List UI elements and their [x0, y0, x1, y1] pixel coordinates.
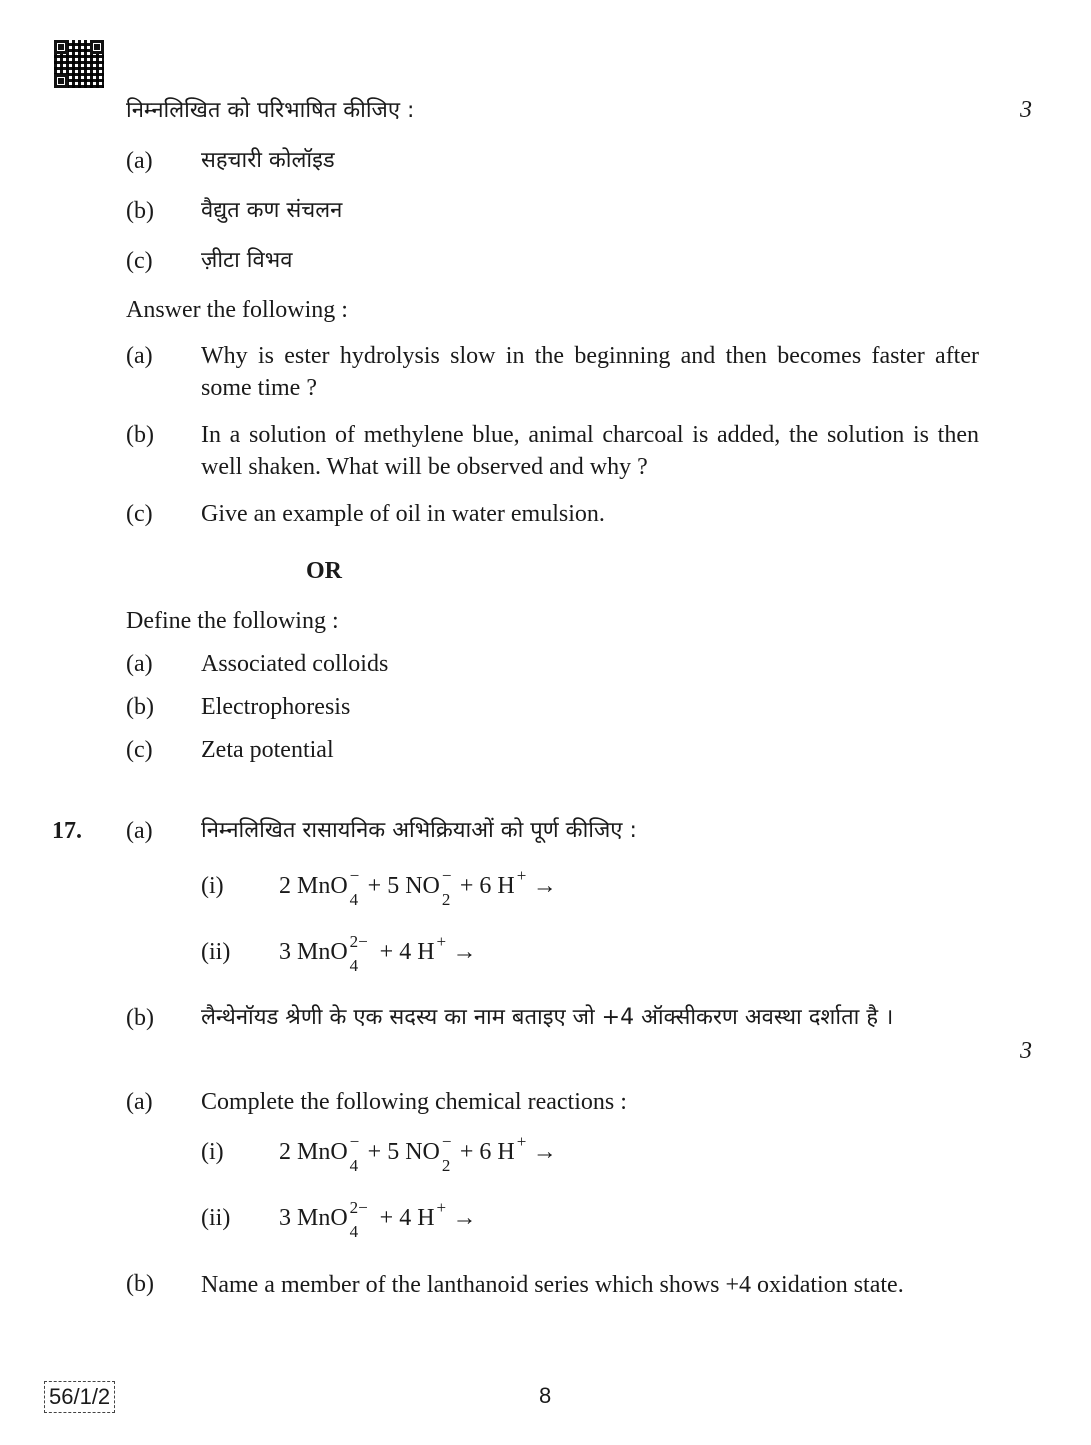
- reaction-2-label: (ii): [201, 939, 231, 965]
- q16-hindi-label-a: (a): [126, 148, 153, 174]
- q16-english-item-a: Why is ester hydrolysis slow in the beginning and then becomes faster after some time ?: [201, 343, 979, 401]
- reaction-2: [279, 932, 477, 975]
- q16-english-label-a: (a): [126, 343, 153, 369]
- reaction-1-charge-3: +: [516, 866, 527, 885]
- reaction-2-en-arrow: →: [452, 1205, 477, 1231]
- reaction-2-term-2: + 4 H: [379, 939, 435, 965]
- q17-hindi-a-text: निम्नलिखित रासायनिक अभिक्रियाओं को पूर्ण कीजिए :: [201, 818, 637, 843]
- page-number: 8: [539, 1383, 552, 1408]
- reaction-2-en: [279, 1198, 477, 1241]
- reaction-2-label-en: (ii): [201, 1205, 231, 1231]
- q16-alt-label-a: (a): [126, 651, 153, 677]
- q16-english-item-b: In a solution of methylene blue, animal charcoal is added, the solution is then well shaken. What will be observed and why ?: [201, 422, 979, 480]
- reaction-2-en-term-1: 3 MnO: [279, 1205, 348, 1231]
- q16-english-heading: Answer the following :: [126, 297, 348, 323]
- q16-hindi-item-c: ज़ीटा विभव: [201, 248, 293, 273]
- reaction-1-subscript-1: 4: [349, 890, 359, 909]
- reaction-1-en-term-2: + 5 NO: [367, 1139, 440, 1165]
- q16-hindi-item-a: सहचारी कोलॉइड: [201, 148, 335, 173]
- reaction-2-charge-2: +: [436, 932, 447, 951]
- q17-hindi-label-b: (b): [126, 1005, 154, 1031]
- q16-hindi-item-b: वैद्युत कण संचलन: [201, 198, 343, 223]
- reaction-1-label-en: (i): [201, 1139, 224, 1165]
- reaction-2-en-subscript-1: 4: [349, 1222, 359, 1241]
- reaction-2-en-term-2: + 4 H: [379, 1205, 435, 1231]
- q17-number: 17.: [52, 818, 82, 844]
- q16-hindi-label-b: (b): [126, 198, 154, 224]
- q16-alt-label-b: (b): [126, 694, 154, 720]
- reaction-2-term-1: 3 MnO: [279, 939, 348, 965]
- reaction-1-en: [279, 1132, 557, 1175]
- q16-english-label-b: (b): [126, 422, 154, 448]
- q16-alt-label-c: (c): [126, 737, 153, 763]
- reaction-1-en-charge-2: −: [441, 1132, 452, 1151]
- paper-code: 56/1/2: [44, 1381, 115, 1413]
- q17-hindi-label-a: (a): [126, 818, 153, 844]
- reaction-1-subscript-2: 2: [441, 890, 451, 909]
- q16-marks: 3: [1020, 97, 1032, 123]
- q16-english-item-c: Give an example of oil in water emulsion.: [201, 501, 605, 527]
- reaction-1-arrow: →: [532, 873, 557, 899]
- reaction-1-term-2: + 5 NO: [367, 873, 440, 899]
- q16-alt-heading: Define the following :: [126, 608, 339, 634]
- reaction-1: [279, 866, 557, 909]
- reaction-1-en-charge-1: −: [349, 1132, 360, 1151]
- q17-marks: 3: [1020, 1038, 1032, 1064]
- reaction-2-subscript-1: 4: [349, 956, 359, 975]
- reaction-1-en-arrow: →: [532, 1139, 557, 1165]
- reaction-1-en-subscript-2: 2: [441, 1156, 451, 1175]
- qr-code-icon: [54, 40, 104, 88]
- q16-hindi-heading: निम्नलिखित को परिभाषित कीजिए :: [126, 98, 415, 123]
- reaction-1-en-charge-3: +: [516, 1132, 527, 1151]
- or-separator: OR: [306, 558, 342, 584]
- reaction-1-en-term-3: + 6 H: [459, 1139, 515, 1165]
- reaction-1-label: (i): [201, 873, 224, 899]
- q16-alt-item-c: Zeta potential: [201, 737, 334, 763]
- q16-english-label-c: (c): [126, 501, 153, 527]
- q16-alt-item-b: Electrophoresis: [201, 694, 351, 720]
- reaction-1-en-term-1: 2 MnO: [279, 1139, 348, 1165]
- q16-hindi-label-c: (c): [126, 248, 153, 274]
- q17-english-a-text: Complete the following chemical reactions :: [201, 1089, 627, 1115]
- reaction-2-charge-1: 2−: [349, 932, 368, 951]
- q17-english-label-a: (a): [126, 1089, 153, 1115]
- q17-english-label-b: (b): [126, 1271, 154, 1297]
- reaction-1-term-1: 2 MnO: [279, 873, 348, 899]
- q17-english-b-text: Name a member of the lanthanoid series which shows +4 oxidation state.: [201, 1272, 904, 1298]
- q16-alt-item-a: Associated colloids: [201, 651, 389, 677]
- reaction-1-term-3: + 6 H: [459, 873, 515, 899]
- reaction-2-arrow: →: [452, 939, 477, 965]
- reaction-2-en-charge-1: 2−: [349, 1198, 368, 1217]
- reaction-1-en-subscript-1: 4: [349, 1156, 359, 1175]
- reaction-1-charge-1: −: [349, 866, 360, 885]
- q17-hindi-b-text: लैन्थेनॉयड श्रेणी के एक सदस्य का नाम बताइए जो +4 ऑक्सीकरण अवस्था दर्शाता है ।: [201, 1005, 894, 1030]
- reaction-1-charge-2: −: [441, 866, 452, 885]
- reaction-2-en-charge-2: +: [436, 1198, 447, 1217]
